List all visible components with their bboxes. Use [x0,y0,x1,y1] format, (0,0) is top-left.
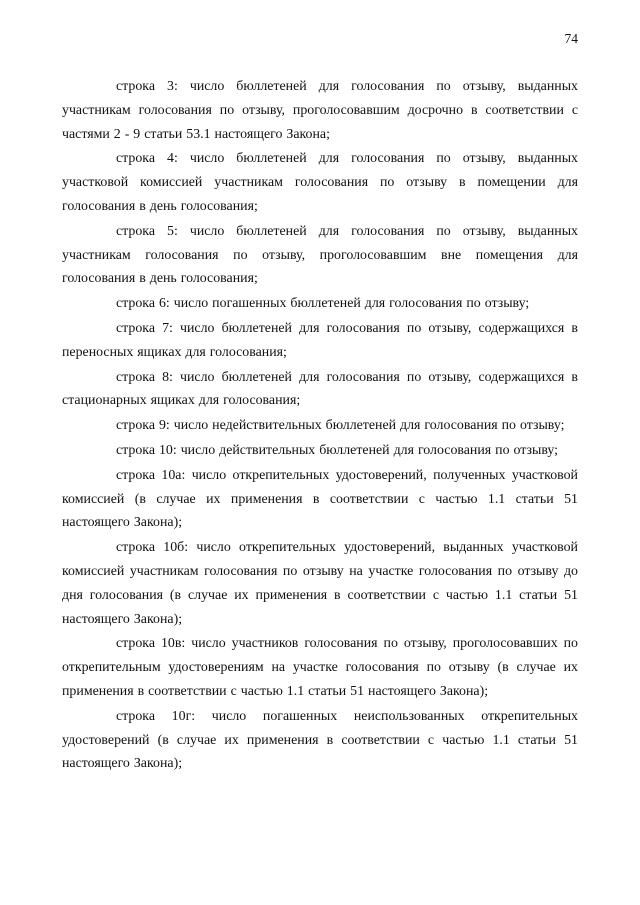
paragraph-line-6: строка 6: число погашенных бюллетеней для голосования по отзыву; [116,296,530,312]
paragraph-line-3: строка 3: число бюллетеней для голосования по отзыву, выданных участникам голосования по отзыву, проголосовавшим досрочно в соответствии с частями 2 - 9 статьи 53.1 настоящего Закона; [62,79,578,142]
page-number: 74 [564,31,578,46]
paragraph-line-10g: строка 10г: число погашенных неиспользованных открепительных удостоверений (в случае их применения в соответствии с частью 1.1 статьи 51 настоящего Закона); [62,708,578,772]
paragraph-line-7: строка 7: число бюллетеней для голосования по отзыву, содержащихся в переносных ящиках для голосования; [62,320,578,360]
document-body [62,75,578,777]
paragraph-line-10a: строка 10а: число открепительных удостоверений, полученных участковой комиссией (в случае их применения в соответствии с частью 1.1 статьи 51 настоящего Закона); [62,467,578,531]
paragraph-line-5: строка 5: число бюллетеней для голосования по отзыву, выданных участникам голосования по отзыву, проголосовавшим вне помещения для голосования в день голосования; [62,223,578,287]
paragraph-line-10: строка 10: число действительных бюллетеней для голосования по отзыву; [116,442,559,458]
paragraph-line-4: строка 4: число бюллетеней для голосования по отзыву, выданных участковой комиссией участникам голосования по отзыву в помещении для голосования в день голосования; [62,151,578,214]
paragraph-line-10b: строка 10б: число открепительных удостоверений, выданных участковой комиссией участникам голосования по отзыву на участке голосования по отзыву до дня голосования (в случае их применения в соответствии с частью 1.1 статьи 51 настоящего Закона); [62,540,578,627]
paragraph-line-10v: строка 10в: число участников голосования по отзыву, проголосовавших по открепительным удостоверениям на участке голосования по отзыву (в случае их применения в соответствии с частью 1.1 статьи 51 настоящего Закона); [62,636,578,699]
paragraph-line-9: строка 9: число недействительных бюллетеней для голосования по отзыву; [116,418,565,434]
paragraph-line-8: строка 8: число бюллетеней для голосования по отзыву, содержащихся в стационарных ящиках для голосования; [62,369,578,409]
